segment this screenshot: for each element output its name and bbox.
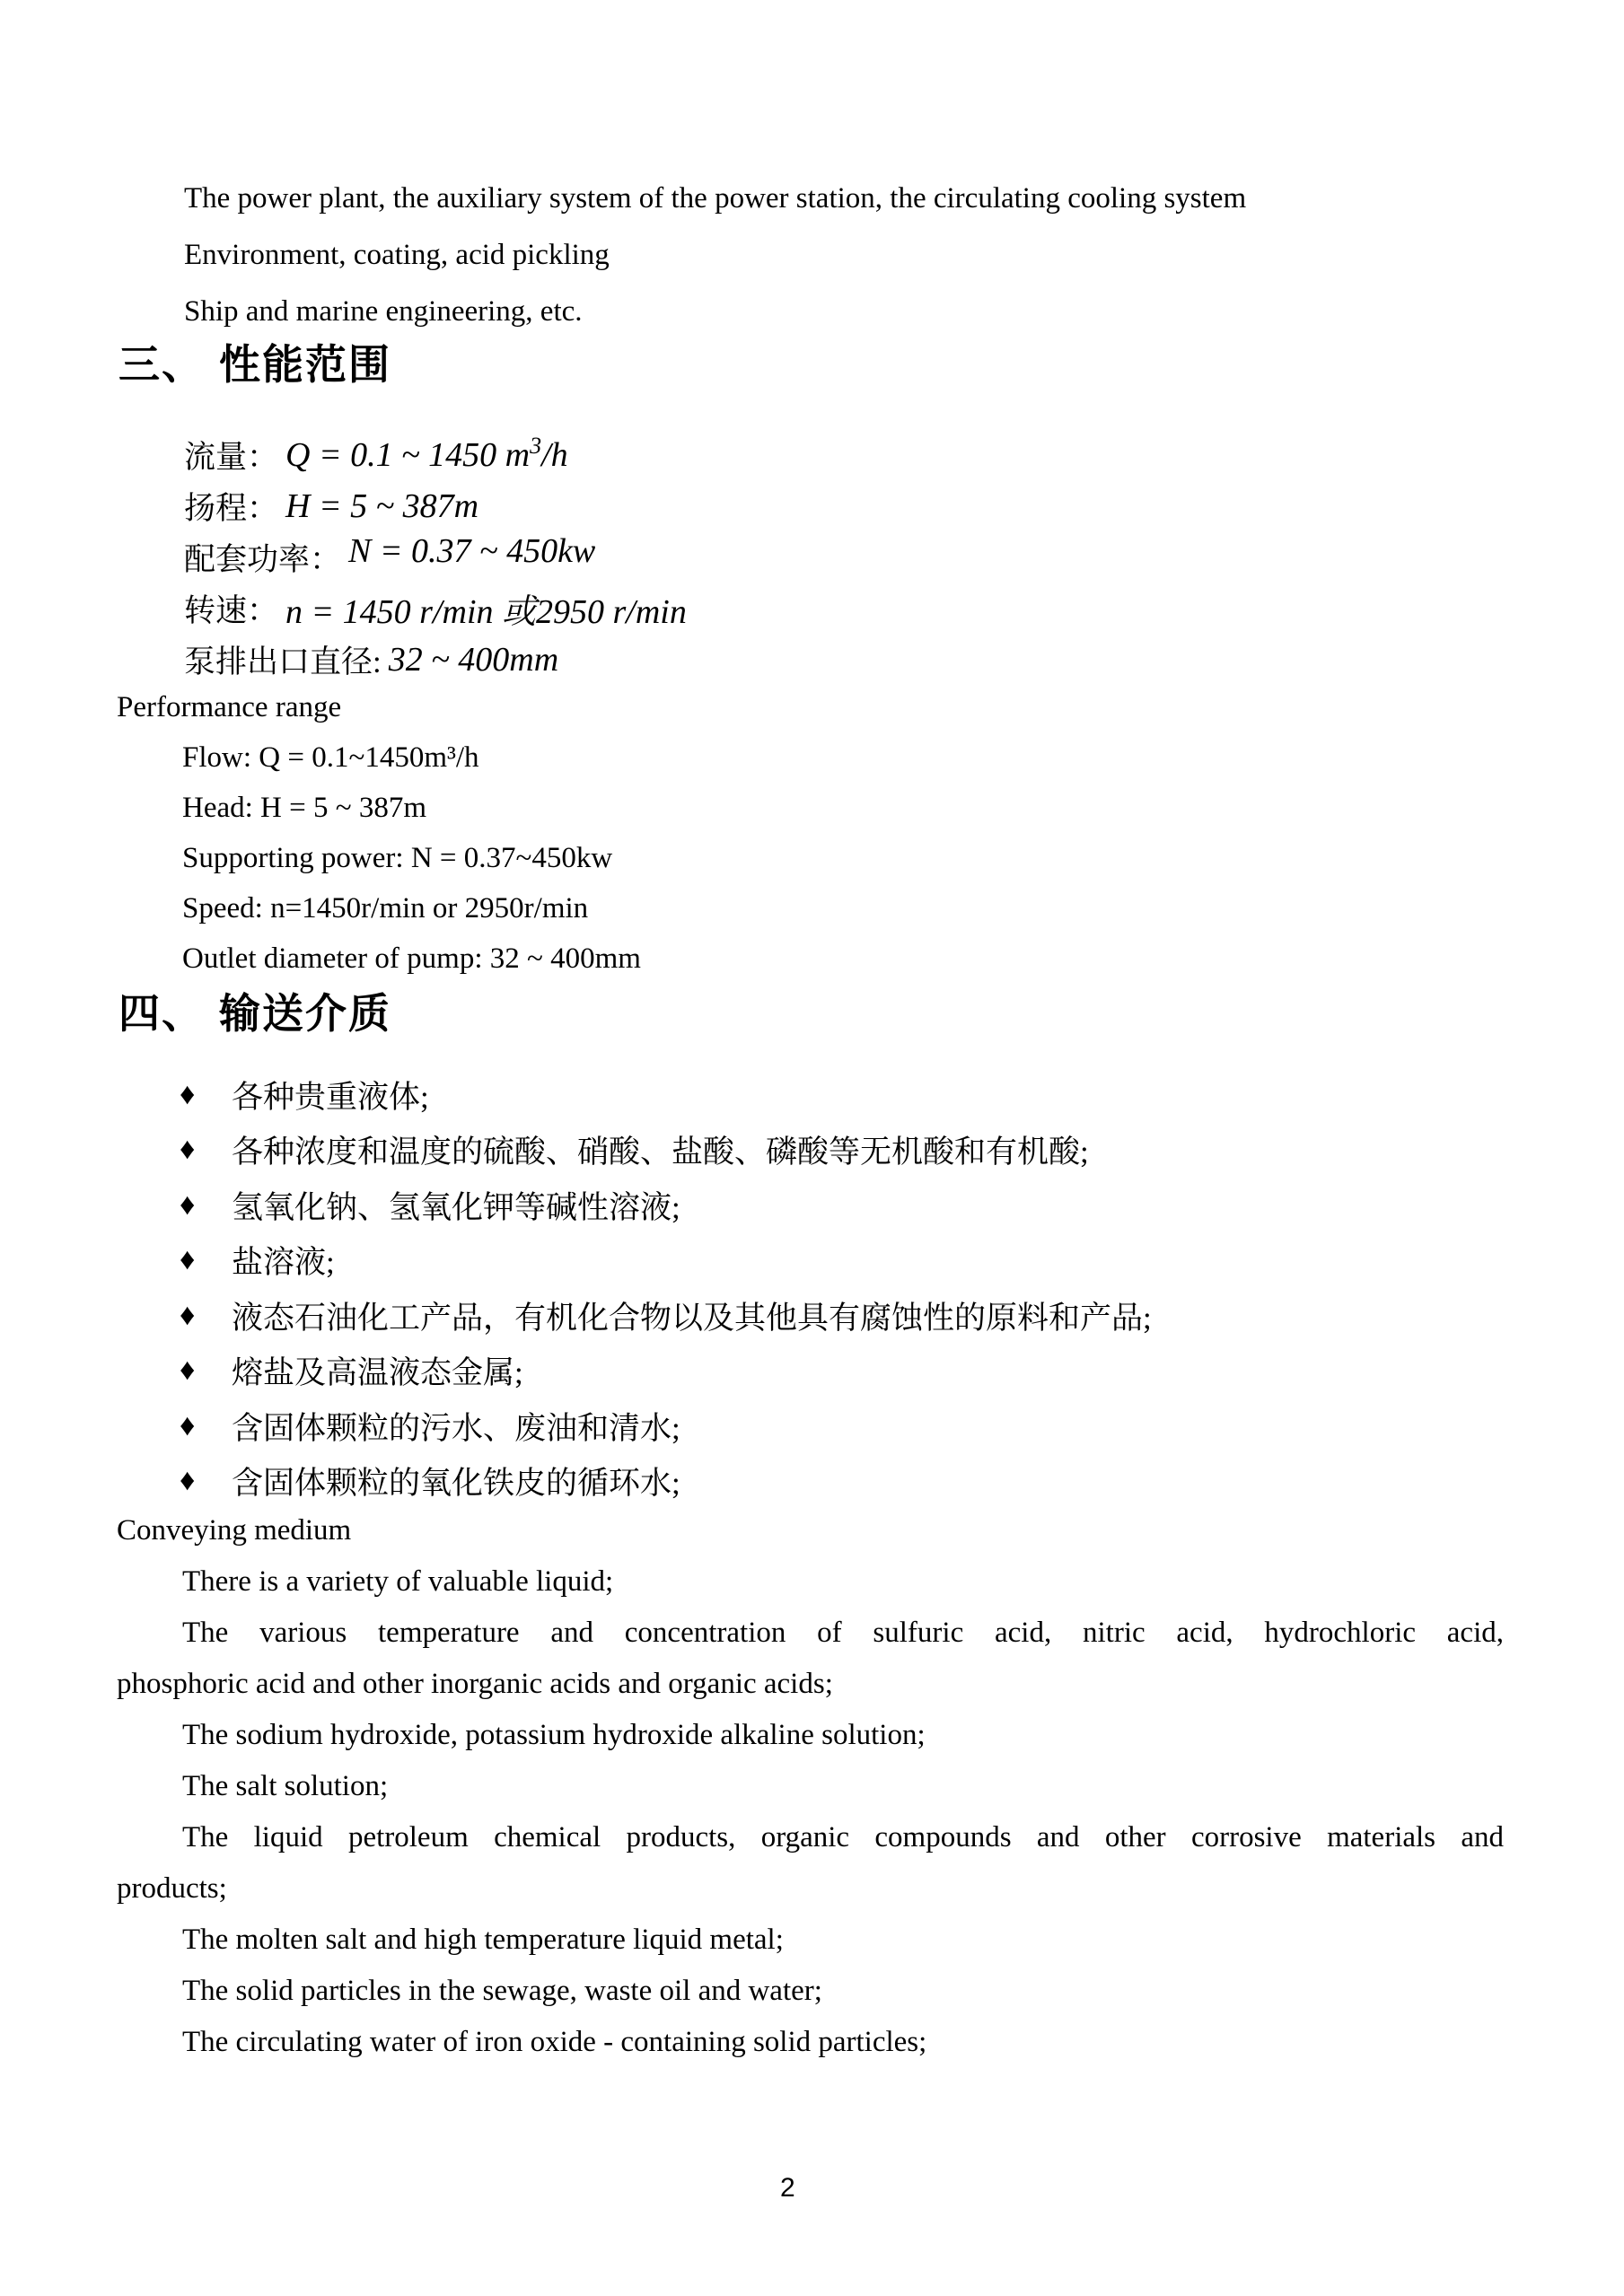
formula-row (184, 583, 687, 634)
medium-line: The solid particles in the sewage, waste oil and water; (182, 1975, 822, 2007)
medium-line: There is a variety of valuable liquid; (182, 1565, 614, 1598)
diamond-bullet-icon: ♦ (180, 1298, 196, 1332)
formula-row (184, 531, 687, 583)
medium-bullet-list (180, 1067, 1504, 1509)
medium-english-title: Conveying medium (117, 1514, 352, 1547)
bullet-text: 含固体颗粒的氧化铁皮的循环水; (232, 1466, 680, 1502)
intro-line: Environment, coating, acid pickling (184, 239, 610, 271)
medium-line: The liquid petroleum chemical products, organic compounds and other corrosive materials and (182, 1821, 1504, 1853)
performance-english-block (117, 682, 1504, 984)
medium-line: The sodium hydroxide, potassium hydroxide alkaline solution; (182, 1719, 926, 1751)
performance-line: Outlet diameter of pump: 32 ~ 400mm (182, 942, 641, 975)
diamond-bullet-icon: ♦ (180, 1408, 196, 1442)
diamond-bullet-icon: ♦ (180, 1077, 196, 1111)
formula-segment: Q = 0.1 ~ 1450 m (285, 435, 531, 474)
section-number: 三、 (119, 342, 205, 388)
intro-line: Ship and marine engineering, etc. (184, 295, 583, 328)
bullet-item (180, 1344, 1504, 1399)
intro-line: The power plant, the auxiliary system of the power station, the circulating cooling system (184, 182, 1247, 215)
formula-math (348, 531, 595, 571)
medium-line: The molten salt and high temperature liquid metal; (182, 1924, 784, 1956)
section-title: 输送介质 (219, 991, 391, 1037)
formula-label: 配套功率： (184, 541, 342, 577)
section-heading-performance-range (119, 338, 391, 392)
bullet-item (180, 1067, 1504, 1123)
medium-line: phosphoric acid and other inorganic acids and organic acids; (117, 1668, 833, 1700)
bullet-text: 盐溶液; (232, 1245, 335, 1281)
performance-line: Speed: n=1450r/min or 2950r/min (182, 892, 589, 925)
bullet-item (180, 1178, 1504, 1233)
bullet-text: 液态石油化工产品，有机化合物以及其他具有腐蚀性的原料和产品; (232, 1300, 1152, 1336)
bullet-text: 含固体颗粒的污水、废油和清水; (232, 1410, 680, 1446)
diamond-bullet-icon: ♦ (180, 1133, 196, 1167)
formula-label: 转速： (184, 592, 279, 628)
page-number: 2 (780, 2173, 795, 2203)
medium-line: The salt solution; (182, 1770, 389, 1802)
formula-label: 扬程： (184, 490, 279, 526)
section-number: 四、 (119, 991, 205, 1037)
bullet-text: 氢氧化钠、氢氧化钾等碱性溶液; (232, 1189, 680, 1225)
formula-math (389, 640, 558, 679)
formula-math (285, 486, 478, 526)
medium-line: products; (117, 1872, 227, 1905)
section-title: 性能范围 (219, 342, 391, 388)
bullet-item (180, 1288, 1504, 1344)
formula-row (184, 634, 687, 685)
performance-english-list (117, 732, 1504, 984)
performance-line: Head: H = 5 ~ 387m (182, 792, 427, 824)
formula-row (184, 480, 687, 531)
formula-segment: n = 1450 r/min 或2950 r/min (285, 593, 687, 631)
bullet-text: 熔盐及高温液态金属; (232, 1355, 523, 1391)
formula-label: 流量： (184, 439, 279, 475)
formula-math (285, 583, 687, 633)
bullet-item (180, 1123, 1504, 1179)
section-heading-conveying-medium (119, 987, 391, 1041)
formula-math (285, 432, 568, 475)
bullet-text: 各种浓度和温度的硫酸、硝酸、盐酸、磷酸等无机酸和有机酸; (232, 1135, 1089, 1170)
bullet-item (180, 1233, 1504, 1289)
formula-superscript: 3 (530, 432, 542, 459)
bullet-text: 各种贵重液体; (232, 1079, 429, 1115)
formula-segment: 32 ~ 400mm (388, 640, 559, 679)
diamond-bullet-icon: ♦ (180, 1187, 196, 1222)
performance-line: Supporting power: N = 0.37~450kw (182, 842, 613, 874)
formula-segment: H = 5 ~ 387m (285, 486, 479, 525)
formula-segment: /h (541, 435, 568, 474)
medium-english-block (117, 1505, 1504, 2068)
medium-line: The various temperature and concentration of sulfuric acid, nitric acid, hydrochloric acid, (182, 1617, 1504, 1649)
formula-segment: N = 0.37 ~ 450kw (348, 531, 596, 570)
performance-english-title: Performance range (117, 691, 342, 723)
diamond-bullet-icon: ♦ (180, 1354, 196, 1388)
bullet-item (180, 1398, 1504, 1454)
formula-list (184, 429, 687, 685)
formula-label: 泵排出口直径: (184, 644, 382, 679)
intro-paragraphs (117, 171, 1504, 340)
formula-row (184, 429, 687, 480)
diamond-bullet-icon: ♦ (180, 1464, 196, 1498)
performance-line: Flow: Q = 0.1~1450m³/h (182, 741, 479, 774)
medium-line: The circulating water of iron oxide - containing solid particles; (182, 2026, 927, 2058)
diamond-bullet-icon: ♦ (180, 1243, 196, 1277)
bullet-item (180, 1454, 1504, 1510)
medium-english-list (117, 1556, 1504, 2068)
